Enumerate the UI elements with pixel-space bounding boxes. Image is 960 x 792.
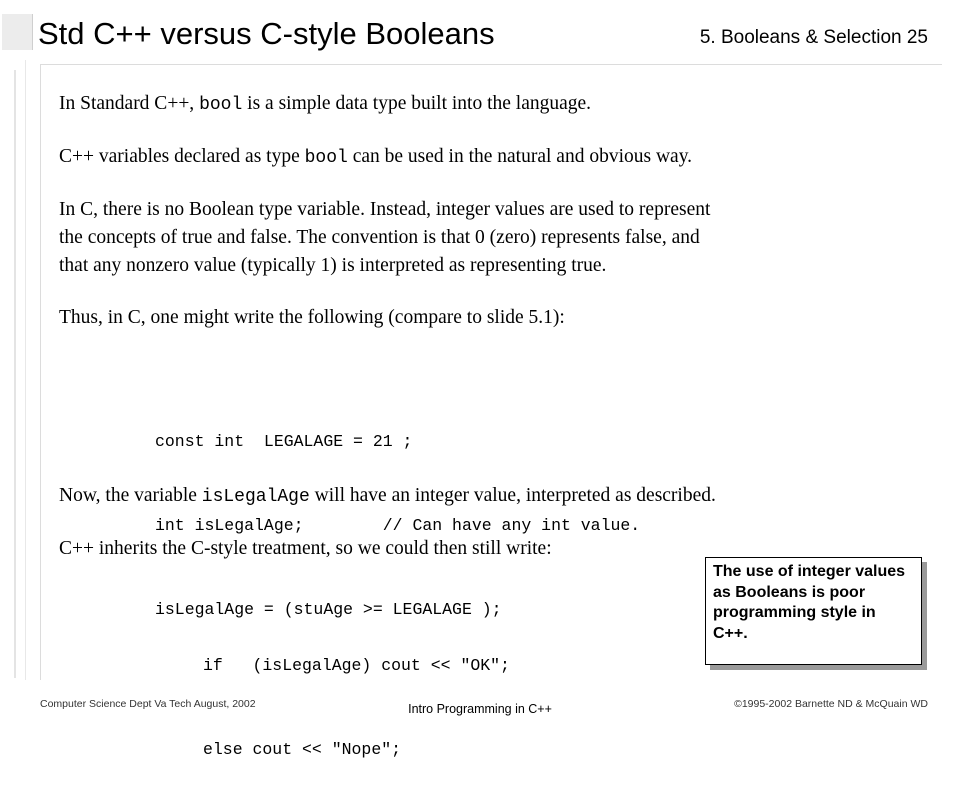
code-line: isLegalAge = (stuAge >= LEGALAGE ); — [155, 600, 502, 619]
p5-text-before: Now, the variable — [59, 485, 202, 506]
side-decoration-line-inner — [25, 60, 26, 680]
slide-body-lower — [59, 482, 919, 563]
footer-copyright: ©1995-2002 Barnette ND & McQuain WD — [734, 698, 928, 710]
p2-text-before: C++ variables declared as type — [59, 146, 305, 167]
code-block-cpp — [203, 596, 510, 792]
code-line: else cout << "Nope"; — [203, 740, 402, 759]
paragraph-1 — [59, 90, 919, 119]
p2-text-after: can be used in the natural and obvious way. — [347, 146, 693, 167]
p2-inline-code: bool — [304, 148, 348, 168]
p1-inline-code: bool — [199, 95, 243, 115]
code-line: if (isLegalAge) cout << "OK"; — [203, 656, 510, 675]
slide-body — [59, 90, 919, 332]
corner-decoration — [2, 14, 33, 50]
p3-line-3: that any nonzero value (typically 1) is interpreted as representing true. — [59, 255, 607, 276]
side-decoration-line — [14, 70, 16, 678]
p1-text-before: In Standard C++, — [59, 93, 200, 114]
code-line: const int LEGALAGE = 21 ; — [155, 432, 413, 451]
p3-line-1: In C, there is no Boolean type variable. Instead, integer values are used to represent — [59, 199, 711, 220]
p1-text-after: is a simple data type built into the language. — [242, 93, 592, 114]
paragraph-5 — [59, 482, 919, 511]
p5-inline-code: isLegalAge — [201, 487, 310, 507]
paragraph-3 — [59, 196, 919, 280]
p3-line-2: the concepts of true and false. The convention is that 0 (zero) represents false, and — [59, 227, 700, 248]
paragraph-4: Thus, in C, one might write the following (compare to slide 5.1): — [59, 307, 565, 328]
slide-section — [700, 27, 928, 49]
slide-title: Std C++ versus C-style Booleans — [38, 16, 495, 51]
page-number: 25 — [906, 27, 928, 48]
footer-dept: Computer Science Dept Va Tech August, 2002 — [40, 698, 256, 710]
section-name: 5. Booleans & Selection — [699, 27, 902, 48]
code-line: int isLegalAge; // Can have any int value. — [155, 516, 641, 535]
paragraph-2 — [59, 143, 919, 172]
callout-note: The use of integer values as Booleans is poor programming style in C++. — [705, 557, 922, 665]
footer-course: Intro Programming in C++ — [408, 702, 552, 716]
p5-text-after: will have an integer value, interpreted as described. — [309, 485, 716, 506]
paragraph-6: C++ inherits the C-style treatment, so we could then still write: — [59, 538, 552, 559]
